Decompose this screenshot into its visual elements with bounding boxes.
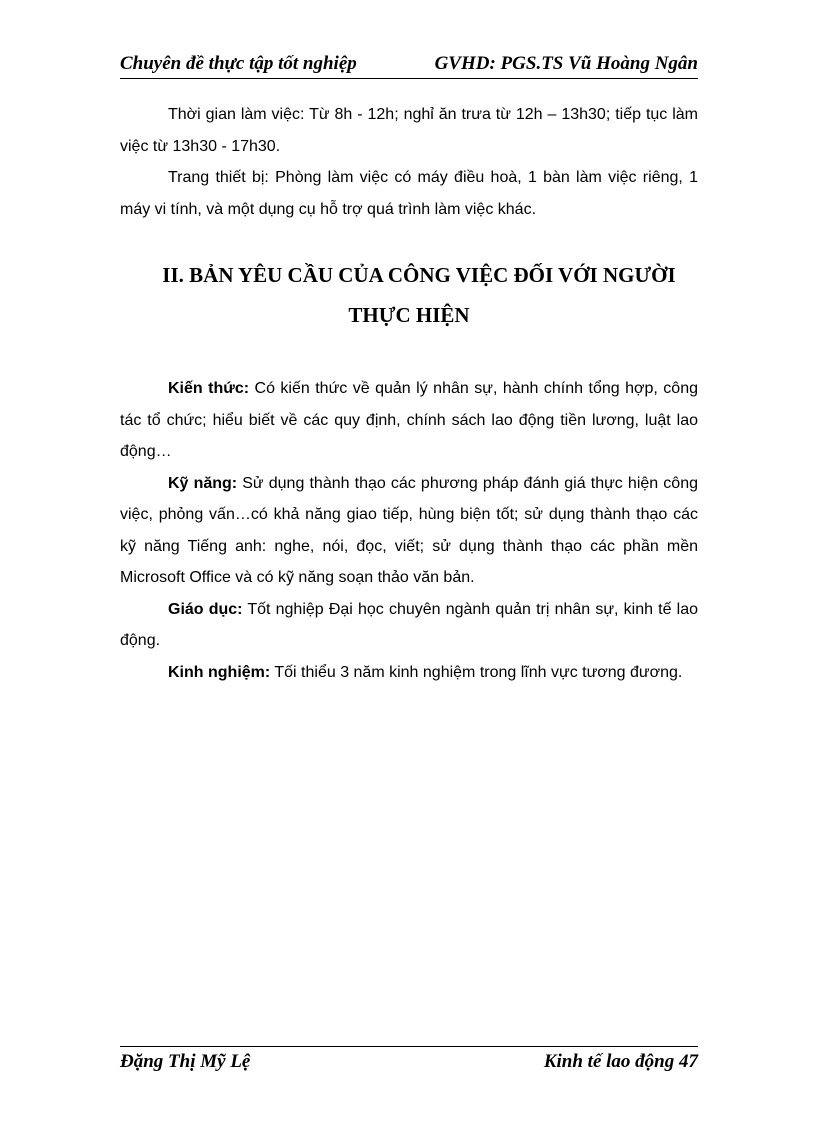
- requirement-text: Tốt nghiệp Đại học chuyên ngành quản trị nhân sự, kinh tế lao động.: [120, 600, 699, 649]
- section-heading: [120, 255, 698, 335]
- top-section: [120, 99, 698, 225]
- requirement-label: Kỹ năng:: [168, 474, 238, 492]
- requirement-skills: [120, 468, 698, 594]
- requirement-text: Sử dụng thành thạo các phương pháp đánh giá thực hiện công việc, phỏng vấn…có khả năng giao tiếp, hùng biện tốt; sử dụng thành thạo các kỹ năng Tiếng anh: nghe, nói, đọc, viết; sử dụng thành thạo các phần mền Microsoft Office và có kỹ năng soạn thảo văn bản.: [120, 474, 698, 586]
- section-heading-line1: II. BẢN YÊU CẦU CỦA CÔNG VIỆC ĐỐI VỚI NGƯỜI: [162, 263, 676, 287]
- page-header: [120, 50, 698, 79]
- requirement-text: Tối thiểu 3 năm kinh nghiệm trong lĩnh vực tương đương.: [270, 663, 683, 681]
- footer-department-page: Kinh tế lao động 47: [543, 1051, 698, 1072]
- working-hours-paragraph: Thời gian làm việc: Từ 8h - 12h; nghỉ ăn trưa từ 12h – 13h30; tiếp tục làm việc từ 13h30 - 17h30.: [120, 106, 698, 155]
- header-title: Chuyên đề thực tập tốt nghiệp: [120, 53, 357, 74]
- requirement-label: Kinh nghiệm:: [168, 663, 271, 681]
- requirements-section: [120, 373, 698, 688]
- requirement-knowledge: [120, 373, 698, 468]
- requirement-education: [120, 594, 698, 657]
- requirement-label: Kiến thức:: [168, 380, 250, 397]
- page-footer: [120, 1046, 698, 1077]
- equipment-paragraph: Trang thiết bị: Phòng làm việc có máy điều hoà, 1 bàn làm việc riêng, 1 máy vi tính, và một dụng cụ hỗ trợ quá trình làm việc khác.: [120, 169, 698, 218]
- footer-author: Đặng Thị Mỹ Lệ: [120, 1051, 251, 1072]
- requirement-label: Giáo dục:: [168, 600, 243, 618]
- requirement-experience: [120, 657, 698, 689]
- header-supervisor: GVHD: PGS.TS Vũ Hoàng Ngân: [434, 53, 698, 74]
- section-heading-line2: THỰC HIỆN: [348, 303, 470, 327]
- requirement-text: Có kiến thức về quản lý nhân sự, hành chính tổng hợp, công tác tổ chức; hiểu biết về các quy định, chính sách lao động tiền lương, luật lao động…: [120, 380, 698, 460]
